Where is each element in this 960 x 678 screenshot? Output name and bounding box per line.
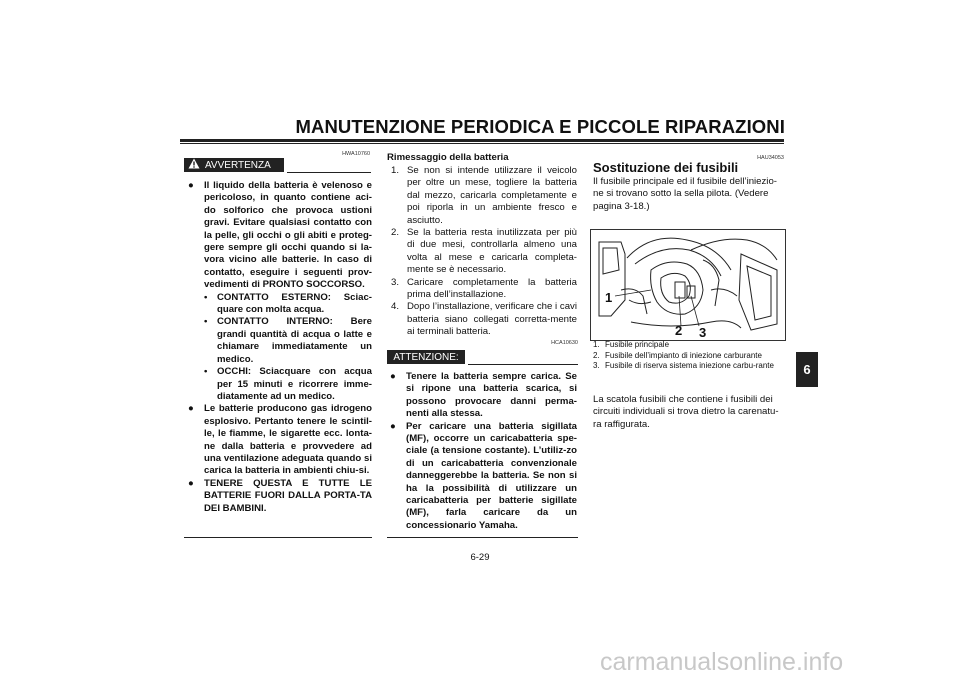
- attention-bullet: ● Tenere la batteria sempre carica. Se si ripone una batteria scarica, si possono provocare danni perma-nenti alla stessa.: [390, 371, 577, 420]
- list-item: 4. Dopo l’installazione, verificare che i cavi batteria siano collegati corretta-mente ai terminali batteria.: [391, 301, 577, 338]
- bullet-dot-icon: ●: [188, 180, 194, 191]
- callout-3: 3: [699, 325, 707, 340]
- list-item: 3. Caricare completamente la batteria prima dell’installazione.: [391, 276, 577, 301]
- bullet-dot-icon: ●: [188, 403, 194, 415]
- warning-bullet: ● TENERE QUESTA E TUTTE LE BATTERIE FUORI DALLA PORTA-TA DEI BAMBINI.: [188, 477, 372, 514]
- page-title: MANUTENZIONE PERIODICA E PICCOLE RIPARAZIONI: [295, 116, 785, 137]
- header-rule-thin: [180, 143, 784, 144]
- warning-banner: [184, 158, 284, 172]
- fuse-figure: [590, 229, 786, 341]
- section-code: HAU34053: [757, 155, 784, 161]
- first-aid-item: • CONTATTO INTERNO: Bere grandi quantità di acqua o latte e chiamare immediatamente un medico.: [204, 316, 372, 365]
- page-number: 6-29: [470, 552, 490, 563]
- section-heading: Sostituzione dei fusibili: [593, 160, 739, 175]
- list-item: 2. Se la batteria resta inutilizzata per più di due mesi, controllarla almeno una volta al mese e caricarla completa-mente se è necessario.: [391, 227, 577, 276]
- caption-item: 3. Fusibile di riserva sistema iniezione carbu-rante: [593, 361, 774, 370]
- warning-code: HWA10760: [342, 151, 370, 157]
- section-divider: [387, 537, 578, 538]
- attention-code: HCA10630: [551, 340, 578, 346]
- warning-bullet: ● Il liquido della batteria è velenoso e pericoloso, in quanto contiene aci-do solforico che provoca ustioni gravi. Evitare qualsiasi contatto con la pelle, gli occhi o gli abiti e proteg-gere sempre gli occhi quando si la-vora vicino alle batterie. In caso di contatto, eseguire i seguenti prov-vedimenti di PRONTO SOCCORSO.: [188, 180, 372, 291]
- first-aid-item: • OCCHI: Sciacquare con acqua per 15 minuti e ricorrere imme-diatamente ad un medico.: [204, 366, 372, 402]
- first-aid-item: • CONTATTO ESTERNO: Sciac-quare con molta acqua.: [204, 291, 372, 316]
- attention-rule: [468, 364, 578, 365]
- warning-bullet: ● Le batterie producono gas idrogeno esplosivo. Pertanto tenere le scintil-le, le fiamme, le sigarette ecc. lonta-ne dalla batteria e provvedere ad una ventilazione adeguata quando si carica la batteria in ambienti chiu-si.: [188, 403, 372, 477]
- bullet-dot-icon: ●: [188, 477, 194, 489]
- caption-item: 1. Fusibile principale: [593, 340, 670, 349]
- bullet-dot-icon: ●: [390, 371, 396, 382]
- list-item: 1. Se non si intende utilizzare il veicolo per oltre un mese, togliere la batteria dal mezzo, caricarla completamente e poi riporla in un ambiente fresco e asciutto.: [391, 165, 577, 226]
- bullet-dot-icon: •: [204, 316, 208, 328]
- warning-label: AVVERTENZA: [205, 159, 271, 171]
- callout-2: 2: [675, 323, 683, 338]
- section-divider: [184, 537, 372, 538]
- watermark: carmanualsonline.info: [600, 648, 844, 676]
- callout-1: 1: [605, 290, 613, 305]
- intro-text: Il fusibile principale ed il fusibile dell’iniezio-ne si trovano sotto la sella pilota. (Vedere pagina 3-18.): [593, 176, 777, 212]
- bullet-dot-icon: •: [204, 366, 208, 378]
- bullet-dot-icon: ●: [390, 420, 396, 432]
- motorcycle-fuse-drawing: [591, 230, 785, 340]
- attention-banner: ATTENZIONE:: [387, 350, 465, 364]
- chapter-tab[interactable]: 6: [796, 352, 818, 387]
- outro-text: La scatola fusibili che contiene i fusibili dei circuiti individuali si trova dietro la carenatu-ra raffigurata.: [593, 394, 779, 430]
- section-heading: Rimessaggio della batteria: [387, 152, 509, 163]
- warning-icon: [188, 158, 200, 172]
- attention-bullet: ● Per caricare una batteria sigillata (MF), occorre un caricabatteria spe-ciale (a tensione costante). L’utiliz-zo di un caricabatteria convenzionale danneggerebbe la batteria. Se non si ha la possibilità di utilizzare un caricabatteria per batterie sigillate (MF), farla caricare da un concessionario Yamaha.: [390, 420, 577, 531]
- caption-item: 2. Fusibile dell’impianto di iniezione carburante: [593, 350, 762, 360]
- bullet-dot-icon: •: [204, 291, 208, 303]
- header-rule: [180, 139, 784, 142]
- warning-rule: [287, 172, 371, 173]
